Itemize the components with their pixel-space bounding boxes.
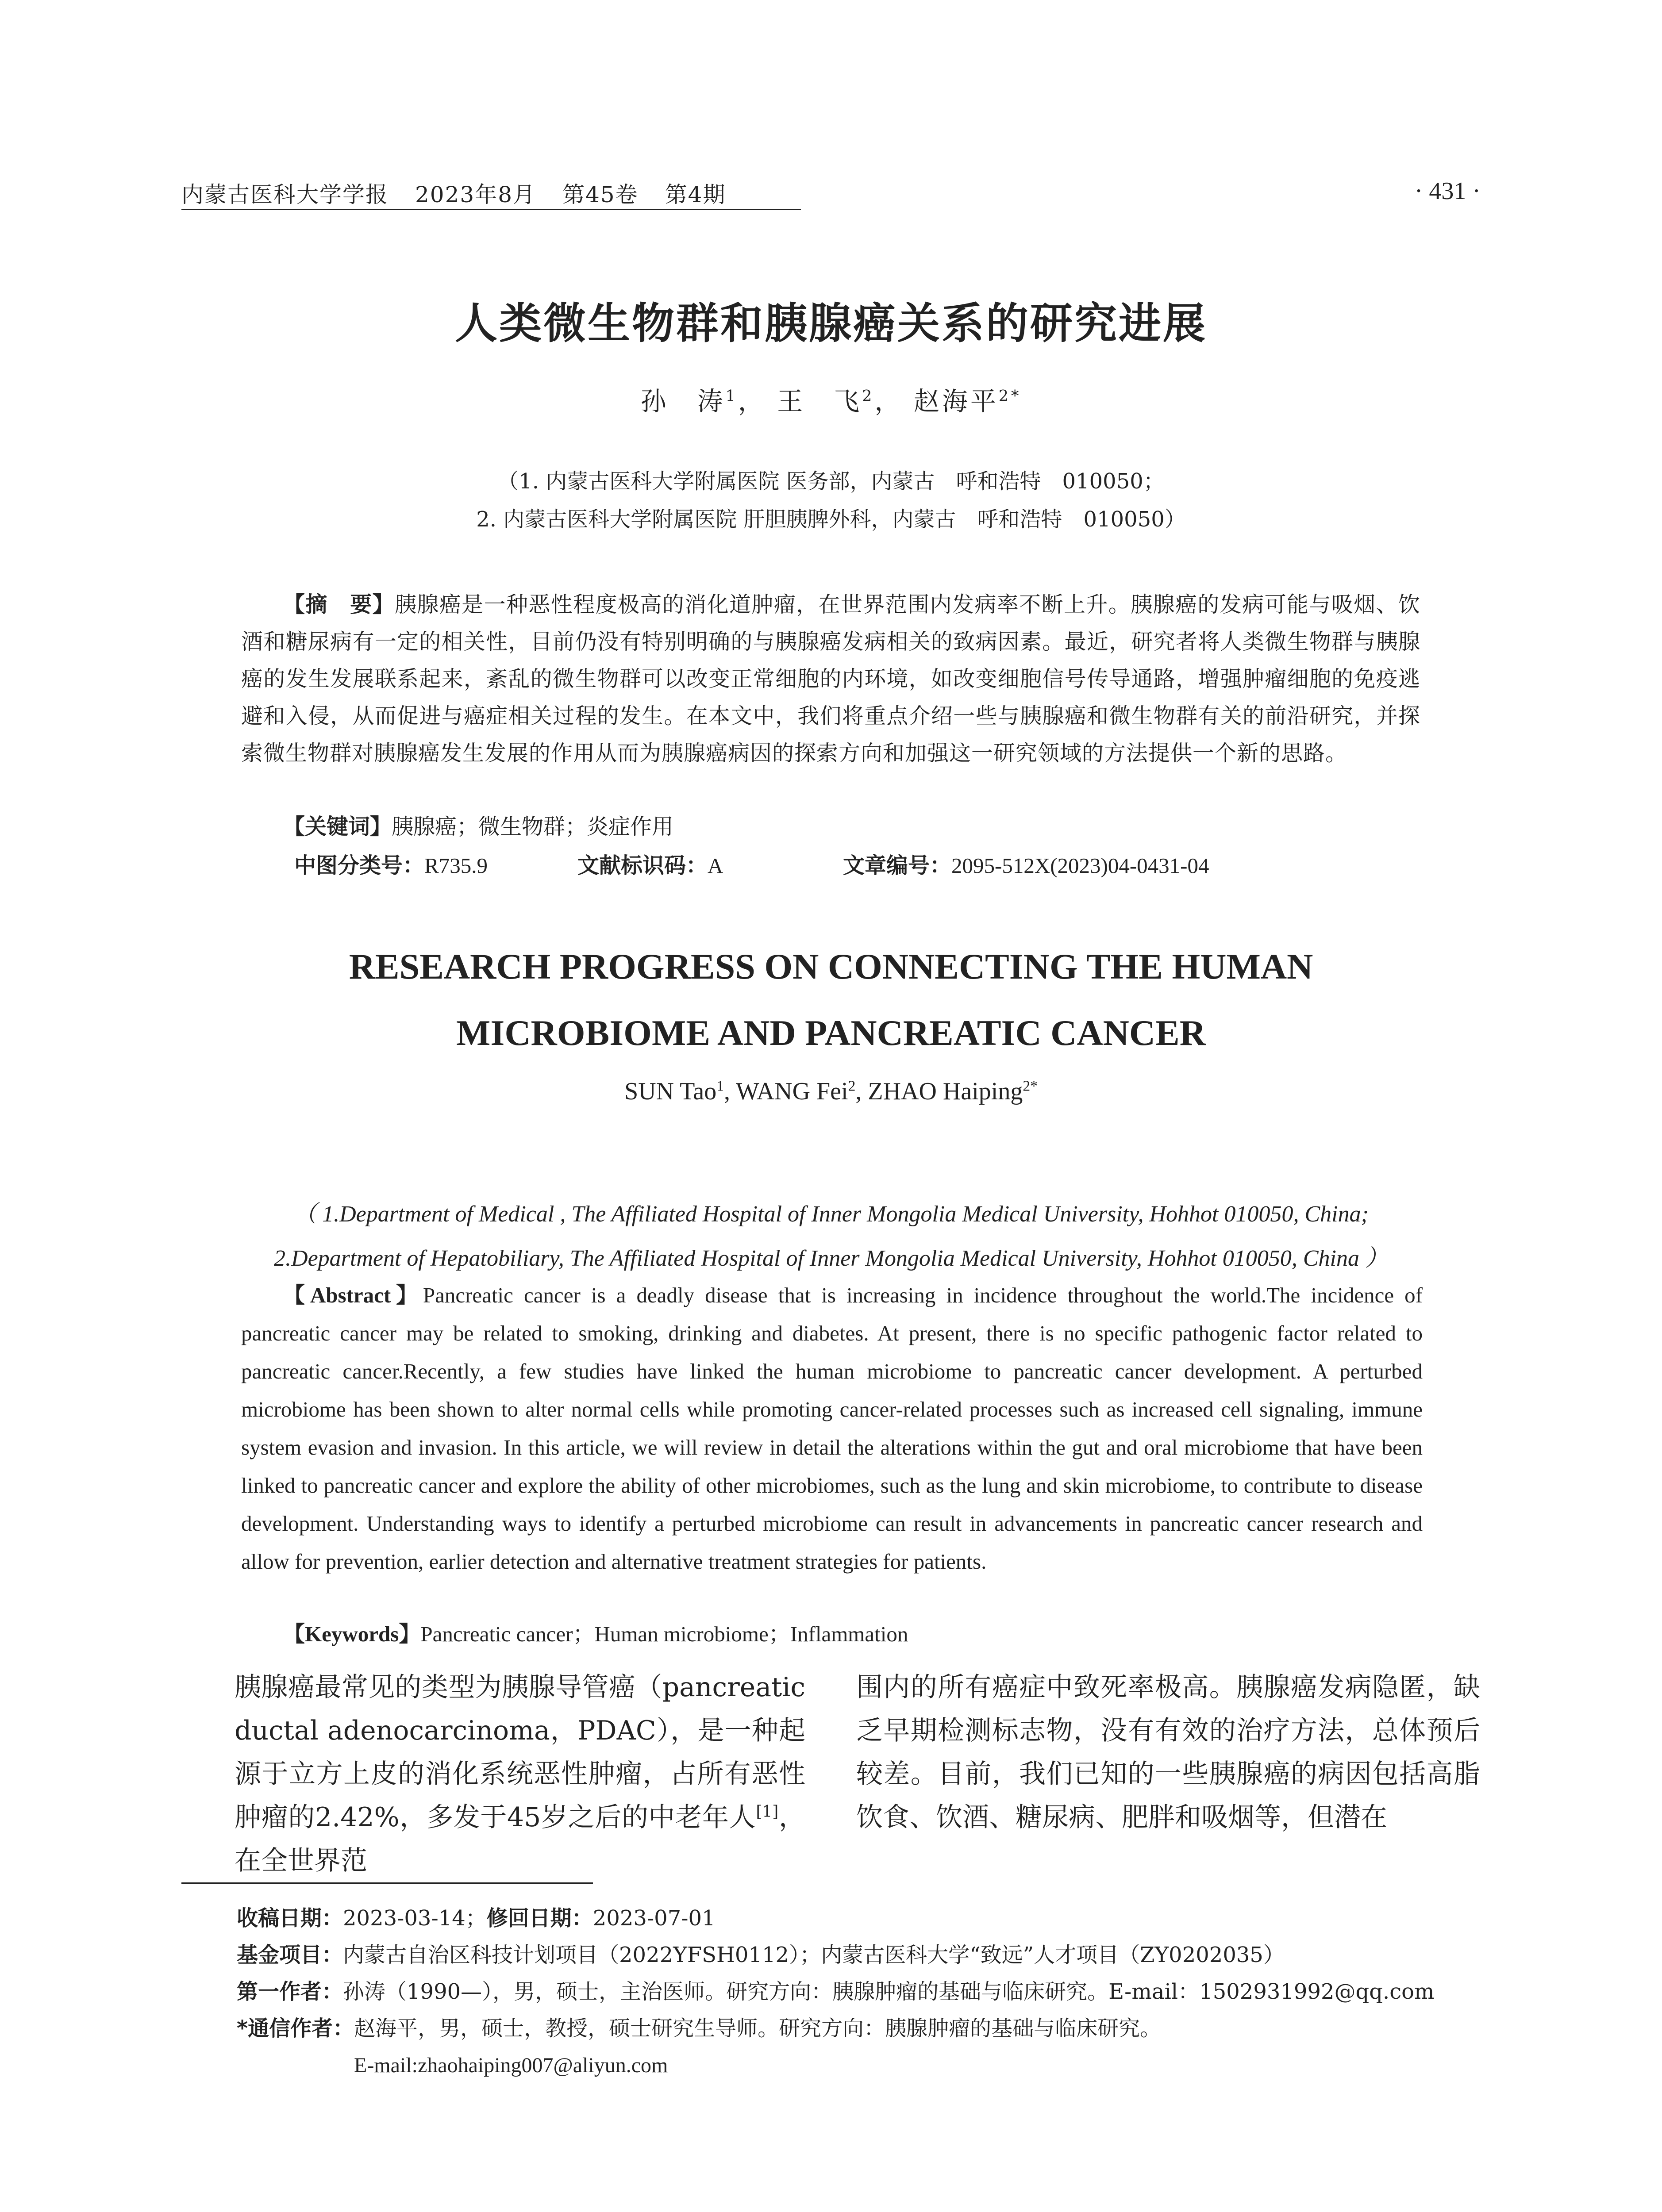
- body-paragraph: 胰腺癌最常见的类型为胰腺导管癌（pancreatic ductal adenocarcinoma，PDAC），是一种起源于立方上皮的消化系统恶性肿瘤，占所有恶性肿瘤的2.42%，多发于45岁之后的中老年人[1]，在全世界范: [235, 1672, 806, 1876]
- clc-number: 中图分类号：R735.9: [294, 853, 488, 878]
- chinese-authors: 孙 涛$^1$， 王 飞$^2$， 赵海平$^{2*}$: [640, 386, 1022, 416]
- abstract-label: 【摘 要】: [283, 592, 395, 617]
- first-author: 第一作者：孙涛（1990—），男，硕士，主治医师。研究方向：胰腺肿瘤的基础与临床研究。E-mail：1502931992@qq.com: [237, 1979, 1435, 2004]
- chinese-abstract: [241, 586, 1420, 772]
- keywords-label: 【Keywords】: [283, 1622, 421, 1646]
- english-abstract: [241, 1276, 1423, 1581]
- affiliation-line: 2.Department of Hepatobiliary, The Affiliated Hospital of Inner Mongolia Medical University, Hohhot 010050, China ）: [274, 1246, 1388, 1271]
- author-2: WANG Fei: [736, 1078, 848, 1105]
- author-2-affil: 2: [862, 387, 875, 405]
- affiliation-line: （1. 内蒙古医科大学附属医院 医务部，内蒙古 呼和浩特 010050；: [497, 469, 1165, 494]
- received-date: 收稿日期：2023-03-14；修回日期：2023-07-01: [237, 1906, 716, 1931]
- english-title-line: RESEARCH PROGRESS ON CONNECTING THE HUMAN: [349, 946, 1313, 987]
- citation: [1]: [756, 1803, 779, 1821]
- english-affiliations: [0, 1192, 1662, 1281]
- footnote-rule: [181, 1882, 593, 1884]
- fund-project: 基金项目：内蒙古自治区科技计划项目（2022YFSH0112）；内蒙古医科大学“致远”人才项目（ZY0202035）: [237, 1943, 1285, 1967]
- author-3: ZHAO Haiping: [868, 1078, 1023, 1105]
- author-1: SUN Tao: [624, 1078, 717, 1105]
- abstract-text: Pancreatic cancer is a deadly disease that is increasing in incidence throughout the world.The incidence of pancreatic cancer may be related to smoking, drinking and diabetes. At present, there is no specific pathogenic factor related to pancreatic cancer.Recently, a few studies have linked the human microbiome to pancreatic cancer development. A perturbed microbiome has been shown to alter normal cells while promoting cancer-related processes such as increased cell signaling, immune system evasion and invasion. In this article, we will review in detail the alterations within the gut and oral microbiome that have been linked to pancreatic cancer and explore the ability of other microbiomes, such as the lung and skin microbiome, to contribute to disease development. Understanding ways to identify a perturbed microbiome can result in advancements in pancreatic cancer research and allow for prevention, earlier detection and alternative treatment strategies for patients.: [241, 1283, 1423, 1574]
- volume: 第45卷: [562, 182, 639, 207]
- abstract-text: 胰腺癌是一种恶性程度极高的消化道肿瘤，在世界范围内发病率不断上升。胰腺癌的发病可能与吸烟、饮酒和糖尿病有一定的相关性，目前仍没有特别明确的与胰腺癌发病相关的致病因素。最近，研究者将人类微生物群与胰腺癌的发生发展联系起来，紊乱的微生物群可以改变正常细胞的内环境，如改变细胞信号传导通路，增强肿瘤细胞的免疫逃避和入侵，从而促进与癌症相关过程的发生。在本文中，我们将重点介绍一些与胰腺癌和微生物群有关的前沿研究，并探索微生物群对胰腺癌发生发展的作用从而为胰腺癌病因的探索方向和加强这一研究领域的方法提供一个新的思路。: [241, 592, 1420, 766]
- affiliation-line: 2. 内蒙古医科大学附属医院 肝胆胰脾外科，内蒙古 呼和浩特 010050）: [476, 507, 1186, 532]
- page-number: · 431 ·: [1414, 177, 1481, 205]
- author-3-affil: 2*: [1023, 1078, 1038, 1094]
- classification-line: [294, 849, 1445, 884]
- english-title: [0, 933, 1662, 1066]
- english-authors: SUN Tao$^1$, WANG Fei$^2$, ZHAO Haiping$^{2*}$: [624, 1078, 1038, 1105]
- author-1-affil: 1: [716, 1078, 724, 1094]
- body-column-right: [856, 1666, 1480, 1839]
- keywords-text: 胰腺癌；微生物群；炎症作用: [392, 814, 674, 839]
- abstract-label: 【Abstract】: [283, 1283, 423, 1307]
- keywords-text: Pancreatic cancer；Human microbiome；Inflammation: [420, 1622, 908, 1646]
- corresponding-author: *通信作者：赵海平，男，硕士，教授，硕士研究生导师。研究方向：胰腺肿瘤的基础与临床研究。: [237, 2016, 1162, 2041]
- author-1: 孙 涛: [640, 386, 726, 416]
- body-column-left: [181, 1666, 805, 1882]
- chinese-keywords: [283, 810, 673, 841]
- article-number: 文章编号：2095-512X(2023)04-0431-04: [843, 853, 1209, 878]
- keywords-label: 【关键词】: [283, 814, 392, 839]
- running-header: [181, 177, 753, 209]
- author-2: 王 飞: [777, 386, 862, 416]
- affiliation-line: （ 1.Department of Medical , The Affiliated Hospital of Inner Mongolia Medical University, Hohhot 010050, China;: [293, 1202, 1369, 1227]
- chinese-affiliations: [0, 462, 1662, 538]
- corresponding-email: E-mail:zhaohaiping007@aliyun.com: [354, 2054, 668, 2077]
- issue: 第4期: [665, 182, 726, 207]
- body-paragraph: 围内的所有癌症中致死率极高。胰腺癌发病隐匿，缺乏早期检测标志物，没有有效的治疗方法，总体预后较差。目前，我们已知的一些胰腺癌的病因包括高脂饮食、饮酒、糖尿病、肥胖和吸烟等，但潜在: [856, 1672, 1480, 1833]
- author-2-affil: 2: [848, 1078, 856, 1094]
- header-rule: [181, 209, 801, 210]
- author-3-affil: 2*: [998, 387, 1022, 405]
- english-title-line: MICROBIOME AND PANCREATIC CANCER: [456, 1013, 1206, 1053]
- issue-date: 2023年8月: [415, 182, 536, 207]
- footnotes: [237, 1900, 1520, 2084]
- author-1-affil: 1: [725, 387, 738, 405]
- chinese-title: 人类微生物群和胰腺癌关系的研究进展: [455, 299, 1207, 348]
- english-keywords: [283, 1617, 908, 1648]
- journal-name: 内蒙古医科大学学报: [181, 182, 389, 207]
- author-3: 赵海平: [913, 386, 999, 416]
- document-code: 文献标识码：A: [577, 853, 723, 878]
